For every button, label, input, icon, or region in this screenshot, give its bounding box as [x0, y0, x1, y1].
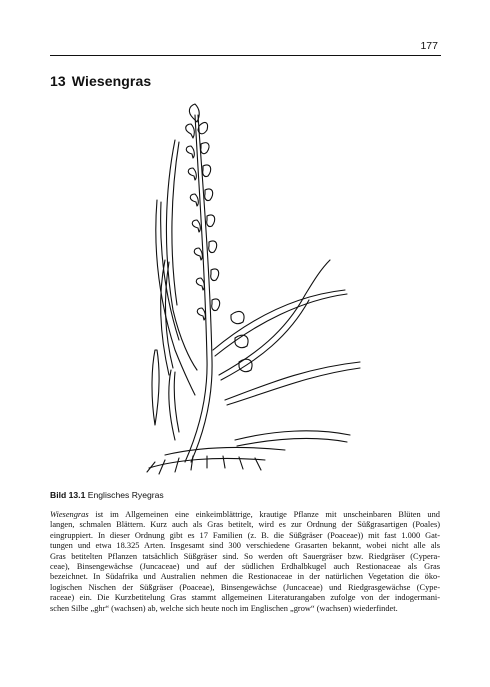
- body-line: logischen Nischen der Süßgräser (Poaceae), Binsengewächse (Juncaceae) und Riedgrasgewächse (Cype-: [50, 582, 440, 592]
- figure-label: Bild 13.1: [50, 490, 86, 500]
- figure-caption-text: Englisches Ryegras: [87, 490, 164, 500]
- figure-caption: [50, 490, 164, 500]
- body-line: ceae), Binsengewächse (Juncaceae) und auf der südlichen Erdhalbkugel auch Restionaceae als Gras: [50, 562, 440, 572]
- body-paragraph: [50, 510, 440, 614]
- body-line: langen, schmalen Blättern. Kurz auch als Gras betitelt, wird es zur Ordnung der Süßgrasartigen (Poales): [50, 520, 440, 530]
- body-line: raceae) ein. Die Kurzbetitelung Gras stammt allgemeinen Literaturangaben zufolge von der indogermani-: [50, 593, 440, 603]
- body-line-text: ist im Allgemeinen eine einkeimblättrige, krautige Pflanze mit unscheinbaren Blüten und: [88, 510, 440, 519]
- chapter-number: 13: [50, 73, 66, 89]
- ryegrass-illustration: [135, 100, 365, 480]
- body-line: eingruppiert. In dieser Ordnung gibt es 17 Familien (z. B. die Süßgräser (Poaceae)) mit fast 1.000 Gat-: [50, 530, 440, 540]
- body-line: Gras betitelten Pflanzen tatsächlich Süßgräser sind. So werden oft Sauergräser bzw. Riedgräser (Cypera-: [50, 551, 440, 561]
- body-line: bezeichnet. In Südafrika und Australien nehmen die Restionaceae in der natürlichen Vegetation die öko-: [50, 572, 440, 582]
- chapter-name: Wiesengras: [71, 73, 152, 89]
- chapter-title: [50, 73, 151, 89]
- header-rule: [50, 55, 441, 56]
- body-line: tungen und etwa 18.325 Arten. Insgesamt sind 300 verschiedene Grasarten bekannt, wobei nicht alle als: [50, 541, 440, 551]
- page-number: 177: [420, 40, 438, 52]
- body-line: schen Silbe „ghr“ (wachsen) ab, welche sich heute noch im Englischen „grow“ (wachsen) wiederfindet.: [50, 603, 398, 613]
- term-italic: Wiesengras: [50, 510, 89, 519]
- body-line: [50, 510, 440, 520]
- ryegrass-drawing: [135, 100, 365, 480]
